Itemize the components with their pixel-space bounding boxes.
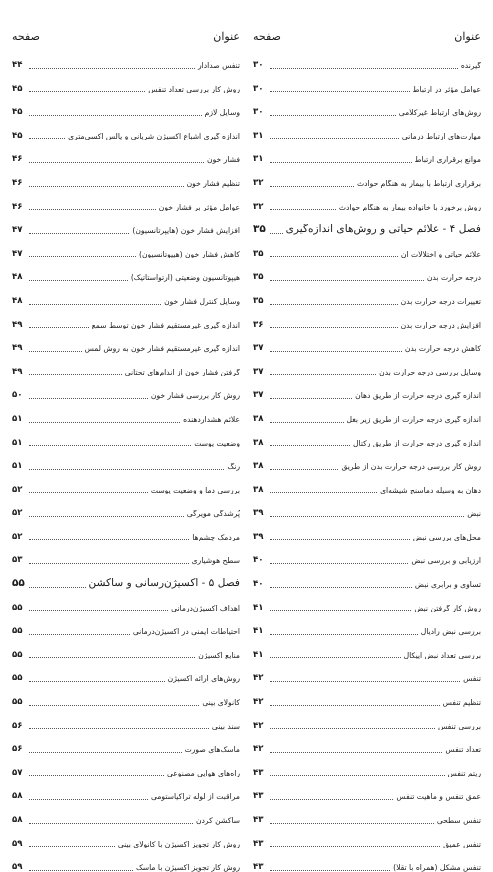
toc-entry (253, 612, 481, 636)
dot-leader (29, 374, 122, 375)
toc-entry-title: مراقبت از لوله تراکیاستومی (151, 793, 240, 801)
toc-entry-title: بررسی تنفس (437, 722, 481, 731)
dot-leader (29, 280, 128, 281)
dot-leader (270, 492, 377, 493)
toc-entry-title: علائم هشداردهنده (183, 415, 240, 424)
toc-entry-title: ریتم تنفس (447, 769, 481, 778)
toc-entry (253, 93, 481, 117)
toc-entry (12, 400, 240, 424)
toc-entry (253, 801, 481, 825)
toc-entry (12, 258, 240, 282)
dot-leader (270, 610, 411, 611)
toc-entry (12, 636, 240, 660)
toc-entry-title: تنظیم فشار خون (186, 179, 240, 188)
toc-entry (12, 164, 240, 188)
toc-entry (253, 306, 481, 330)
toc-entry (253, 235, 481, 259)
toc-entry-page: ۳۵ (253, 272, 264, 283)
toc-rows-right (253, 46, 481, 872)
toc-entry-page: ۴۲ (253, 673, 264, 684)
toc-entry-page: ۳۹ (253, 531, 264, 542)
toc-entry-page: ۴۵ (12, 107, 23, 118)
dot-leader (270, 68, 458, 69)
toc-entry (12, 282, 240, 306)
toc-entry-title: ماسک‌های صورت (184, 746, 240, 754)
toc-entry-title: تنفس صدادار (197, 62, 240, 70)
toc-entry-page: ۴۳ (253, 815, 264, 825)
dot-leader (29, 138, 65, 139)
toc-entry-title: روش‌های ارتباط غیرکلامی (398, 109, 481, 117)
dot-leader (270, 233, 283, 234)
dot-leader (270, 327, 398, 328)
toc-entry-title: تعداد تنفس (445, 746, 481, 754)
toc-entry (253, 825, 481, 849)
toc-entry-page: ۳۱ (253, 130, 264, 141)
toc-entry-title: عوامل مؤثر در ارتباط (412, 85, 481, 94)
toc-entry (253, 565, 481, 589)
toc-entry-title: روش کار بررسی تعداد تنفس (148, 85, 240, 94)
toc-entry (253, 541, 481, 565)
toc-entry-page: ۴۹ (12, 366, 23, 377)
dot-leader (29, 304, 161, 305)
dot-leader (270, 799, 393, 800)
toc-entry (253, 589, 481, 613)
toc-entry (253, 471, 481, 495)
toc-entry-page: ۵۲ (12, 531, 23, 542)
toc-entry-page: ۵۰ (12, 390, 23, 401)
dot-leader (270, 91, 410, 92)
toc-entry (253, 518, 481, 542)
dot-leader (270, 209, 336, 210)
toc-entry-page: ۵۶ (12, 744, 23, 755)
dot-leader (29, 162, 204, 163)
page-column-label: صفحه (12, 30, 40, 43)
toc-entry-page: ۵۵ (12, 673, 23, 684)
dot-leader (29, 587, 86, 588)
dot-leader (270, 705, 440, 706)
toc-entry-page: ۵۵ (12, 649, 23, 660)
toc-entry-page: ۴۵ (12, 130, 23, 141)
toc-entry-page: ۴۱ (253, 602, 264, 613)
toc-entry-page: ۴۵ (12, 83, 23, 94)
dot-leader (29, 492, 148, 493)
dot-leader (270, 752, 442, 753)
toc-entry-title: وسایل لازم (204, 109, 240, 117)
toc-entry-title: عمق تنفس و ماهیت تنفس (396, 793, 481, 801)
dot-leader (270, 422, 344, 423)
toc-entry-title: علائم حیاتی و اختلالات آن (400, 250, 481, 259)
toc-entry-title: وسایل کنترل فشار خون (164, 297, 240, 306)
toc-entry (253, 376, 481, 400)
dot-leader (270, 823, 434, 824)
toc-entry-title: تنفس مشکل (همراه با تقلا) (393, 864, 481, 872)
toc-entry (12, 188, 240, 212)
dot-leader (29, 846, 115, 847)
toc-entry-title: افزایش فشار خون (هایپرتانسیون) (132, 227, 240, 235)
toc-entry-page: ۵۱ (12, 413, 23, 424)
toc-entry-page: ۴۱ (253, 626, 264, 637)
toc-entry (253, 707, 481, 731)
toc-chapter-heading (253, 211, 481, 235)
toc-entry (12, 353, 240, 377)
dot-leader (29, 728, 209, 729)
toc-entry-page: ۴۶ (12, 177, 23, 188)
toc-entry-page: ۳۲ (253, 177, 264, 188)
dot-leader (29, 681, 165, 682)
toc-entry (12, 848, 240, 872)
toc-entry-page: ۳۰ (253, 83, 264, 94)
toc-header-left (12, 30, 240, 43)
toc-entry (253, 353, 481, 377)
toc-entry (12, 494, 240, 518)
toc-entry-page: ۳۸ (253, 437, 264, 448)
toc-entry-page: ۳۵ (253, 248, 264, 259)
toc-entry-page: ۴۸ (12, 295, 23, 306)
toc-entry-page: ۵۵ (12, 697, 23, 708)
toc-entry-page: ۴۶ (12, 201, 23, 212)
toc-entry-title: درجه حرارت بدن (426, 274, 481, 282)
dot-leader (270, 775, 445, 776)
dot-leader (270, 681, 460, 682)
toc-entry-title: محل‌های بررسی نبض (412, 533, 481, 542)
toc-entry-title: سند بینی (211, 722, 240, 731)
dot-leader (29, 351, 82, 352)
toc-entry (253, 777, 481, 801)
toc-entry (253, 329, 481, 353)
toc-entry (12, 683, 240, 707)
toc-entry-page: ۳۸ (253, 484, 264, 495)
dot-leader (270, 304, 398, 305)
toc-entry (12, 801, 240, 825)
toc-entry-page: ۵۹ (12, 862, 23, 872)
toc-entry-page: ۵۵ (12, 577, 25, 590)
toc-entry (12, 93, 240, 117)
toc-entry-page: ۵۵ (12, 602, 23, 613)
toc-entry-page: ۴۹ (12, 319, 23, 330)
toc-entry (12, 612, 240, 636)
toc-entry (253, 400, 481, 424)
dot-leader (270, 563, 408, 564)
toc-entry-page: ۴۰ (253, 579, 264, 590)
toc-entry (12, 46, 240, 70)
toc-entry (12, 754, 240, 778)
dot-leader (29, 563, 189, 564)
toc-entry-title: تغییرات درجه حرارت بدن (400, 297, 481, 306)
toc-entry (253, 636, 481, 660)
toc-entry (12, 730, 240, 754)
dot-leader (29, 705, 199, 706)
toc-entry (253, 140, 481, 164)
dot-leader (270, 445, 350, 446)
toc-entry (12, 235, 240, 259)
toc-entry-page: ۴۱ (253, 649, 264, 660)
toc-entry (12, 329, 240, 353)
dot-leader (270, 398, 352, 399)
toc-entry (12, 518, 240, 542)
dot-leader (29, 445, 191, 446)
toc-entry-title: روش کار تجویز اکسیژن با ماسک (135, 864, 240, 872)
dot-leader (270, 351, 402, 352)
toc-entry-title: روش کار بررسی درجه حرارت بدن از طریق (341, 463, 481, 471)
dot-leader (29, 610, 168, 611)
dot-leader (270, 280, 424, 281)
toc-entry-title: اندازه گیری غیرمستقیم فشار خون به روش لمس (84, 345, 240, 353)
dot-leader (29, 398, 148, 399)
dot-leader (29, 799, 148, 800)
toc-entry-title: تنفس (463, 675, 481, 684)
toc-entry-title: اندازه گیری اشباع اکسیژن شریانی و پالس اکسی‌متری (68, 132, 240, 141)
toc-entry-title: ساکشن کردن (195, 817, 240, 825)
toc-entry-title: روش کار بررسی فشار خون (150, 392, 240, 400)
toc-chapter-heading (12, 565, 240, 589)
dot-leader (270, 516, 464, 517)
dot-leader (270, 186, 354, 187)
dot-leader (29, 870, 133, 871)
dot-leader (270, 870, 390, 871)
toc-entry (253, 46, 481, 70)
toc-entry (12, 659, 240, 683)
toc-entry (253, 848, 481, 872)
toc-entry-title: عوامل مؤثر بر فشار خون (158, 203, 240, 212)
dot-leader (29, 186, 184, 187)
toc-entry (253, 117, 481, 141)
toc-entry-title: بررسی نبض رادیال (420, 628, 481, 636)
toc-entry-title: اندازه گیری درجه حرارت از طریق زیر بغل (346, 415, 481, 424)
dot-leader (270, 374, 376, 375)
dot-leader (270, 587, 412, 588)
toc-entry-title: منابع اکسیژن (198, 651, 240, 660)
dot-leader (270, 469, 338, 470)
toc-entry-page: ۳۵ (253, 295, 264, 306)
toc-entry (12, 707, 240, 731)
toc-entry-title: اندازه گیری درجه حرارت از طریق دهان (355, 392, 481, 400)
toc-entry (12, 140, 240, 164)
toc-entry-page: ۳۷ (253, 390, 264, 401)
toc-entry-page: ۳۰ (253, 60, 264, 70)
toc-entry (253, 188, 481, 212)
toc-entry-title: مهارت‌های ارتباط درمانی (401, 132, 481, 141)
toc-entry-page: ۵۶ (12, 720, 23, 731)
dot-leader (29, 539, 189, 540)
toc-entry (12, 541, 240, 565)
toc-entry (12, 825, 240, 849)
toc-entry-page: ۴۷ (12, 248, 23, 259)
toc-entry-page: ۵۳ (12, 555, 23, 566)
toc-entry-title: تنظیم تنفس (442, 699, 481, 707)
toc-entry (253, 447, 481, 471)
toc-entry-title: مردمک چشم‌ها (192, 533, 240, 542)
toc-entry (253, 424, 481, 448)
toc-entry-page: ۴۹ (12, 343, 23, 354)
toc-entry (253, 494, 481, 518)
toc-entry-page: ۴۲ (253, 744, 264, 755)
toc-entry-page: ۴۸ (12, 272, 23, 283)
toc-entry-page: ۴۰ (253, 555, 264, 566)
toc-entry-page: ۵۱ (12, 437, 23, 448)
toc-entry-title: تساوی و برابری نبض (414, 581, 481, 589)
toc-entry-title: نبض (467, 510, 481, 518)
toc-entry-title: سطح هوشیاری (191, 557, 240, 566)
toc-entry-page: ۳۷ (253, 366, 264, 377)
toc-entry-page: ۵۷ (12, 767, 23, 778)
toc-entry (253, 164, 481, 188)
toc-entry (12, 777, 240, 801)
toc-entry-title: بررسی دما و وضعیت پوست (150, 486, 240, 495)
toc-entry-title: تنفس سطحی (436, 817, 481, 825)
toc-entry (12, 447, 240, 471)
toc-entry-title: وسایل بررسی درجه حرارت بدن (379, 368, 481, 377)
toc-entry-page: ۵۹ (12, 838, 23, 849)
toc-entry-title: اندازه گیری غیرمستقیم فشار خون توسط سمع (91, 321, 240, 330)
toc-entry-page: ۵۵ (12, 626, 23, 637)
toc-entry-title: اهداف اکسیژن‌درمانی (171, 604, 240, 613)
toc-entry-title: دهان به وسیله دماسنج شیشه‌ای (380, 486, 481, 495)
toc-entry-title: بررسی تعداد نبض اپیکال (403, 651, 481, 660)
toc-entry (12, 306, 240, 330)
toc-entry (253, 70, 481, 94)
toc-entry (12, 471, 240, 495)
toc-entry-page: ۳۹ (253, 508, 264, 519)
dot-leader (29, 68, 195, 69)
toc-column-right (253, 30, 481, 872)
toc-entry-title: روش کار گرفتن نبض (414, 604, 481, 613)
dot-leader (270, 138, 399, 139)
toc-entry-title: فصل ۵ - اکسیژن‌رسانی و ساکشن (88, 578, 240, 589)
toc-entry-page: ۵۱ (12, 461, 23, 472)
toc-entry-title: گرفتن فشار خون از اندام‌های تحتانی (124, 368, 240, 377)
dot-leader (29, 516, 184, 517)
dot-leader (270, 162, 412, 163)
toc-entry-page: ۳۰ (253, 107, 264, 118)
toc-entry-title: تنفس عمیق (443, 840, 481, 849)
toc-entry-title: هیپوتانسیون وضعیتی (ارتواستاتیک) (130, 274, 240, 282)
toc-entry-page: ۳۱ (253, 154, 264, 165)
toc-entry-page: ۴۴ (12, 60, 23, 70)
toc-entry-page: ۴۲ (253, 697, 264, 708)
title-column-label: عنوان (454, 30, 481, 43)
toc-entry-title: احتیاطات ایمنی در اکسیژن‌درمانی (132, 628, 240, 636)
toc-entry-title: کاهش درجه حرارت بدن (404, 345, 481, 353)
toc-entry-title: کاهش فشار خون (هیپوتانسیون) (139, 250, 240, 259)
toc-column-left (12, 30, 240, 872)
toc-entry-page: ۵۸ (12, 791, 23, 802)
page-column-label: صفحه (253, 30, 281, 43)
dot-leader (29, 233, 129, 234)
dot-leader (270, 728, 435, 729)
dot-leader (270, 634, 418, 635)
toc-entry-title: روش کار تجویز اکسیژن با کانولای بینی (117, 840, 240, 849)
toc-entry (253, 258, 481, 282)
title-column-label: عنوان (213, 30, 240, 43)
toc-entry-page: ۳۷ (253, 343, 264, 354)
toc-entry (253, 730, 481, 754)
toc-entry (12, 424, 240, 448)
toc-entry (253, 282, 481, 306)
toc-entry (12, 589, 240, 613)
dot-leader (29, 327, 89, 328)
toc-entry (12, 70, 240, 94)
dot-leader (29, 469, 224, 470)
toc-entry-title: فصل ۴ - علائم حیاتی و روش‌های اندازه‌گیری (285, 224, 481, 235)
toc-entry-title: روش برخورد با خانواده بیمار به هنگام حوادث (338, 203, 481, 212)
toc-entry-title: فشار خون (207, 156, 240, 164)
toc-entry (253, 683, 481, 707)
toc-entry-title: کانولای بینی (202, 699, 240, 707)
toc-entry-title: راه‌های هوایی مصنوعی (166, 769, 240, 778)
dot-leader (29, 775, 164, 776)
toc-entry-page: ۵۸ (12, 815, 23, 825)
dot-leader (270, 256, 398, 257)
dot-leader (270, 115, 396, 116)
toc-entry-page: ۳۵ (253, 223, 266, 236)
dot-leader (29, 752, 182, 753)
toc-header-right (253, 30, 481, 43)
toc-entry-title: روش‌های ارائه اکسیژن (167, 675, 240, 684)
dot-leader (29, 209, 156, 210)
toc-entry-page: ۳۸ (253, 461, 264, 472)
toc-entry-page: ۳۸ (253, 413, 264, 424)
toc-entry-page: ۴۶ (12, 154, 23, 165)
toc-entry-page: ۵۲ (12, 484, 23, 495)
toc-entry-page: ۵۲ (12, 508, 23, 519)
dot-leader (29, 657, 195, 658)
dot-leader (270, 539, 410, 540)
dot-leader (29, 256, 136, 257)
toc-entry (12, 117, 240, 141)
toc-entry-page: ۳۶ (253, 319, 264, 330)
toc-entry-page: ۴۳ (253, 862, 264, 872)
dot-leader (29, 634, 130, 635)
toc-entry-page: ۴۳ (253, 838, 264, 849)
toc-entry-title: ارزیابی و بررسی نبض (411, 557, 481, 566)
dot-leader (29, 91, 145, 92)
toc-entry (12, 211, 240, 235)
toc-entry-page: ۴۲ (253, 720, 264, 731)
toc-entry-page: ۴۷ (12, 225, 23, 236)
toc-entry-title: گیرنده (460, 62, 481, 70)
toc-entry-title: رنگ (227, 463, 240, 471)
toc-entry-page: ۴۳ (253, 767, 264, 778)
toc-entry-title: برقراری ارتباط با بیمار به هنگام حوادث (357, 179, 481, 188)
dot-leader (270, 846, 440, 847)
dot-leader (29, 422, 180, 423)
toc-entry-title: افزایش درجه حرارت بدن (400, 321, 481, 330)
dot-leader (29, 823, 193, 824)
dot-leader (270, 657, 401, 658)
toc-entry-page: ۴۳ (253, 791, 264, 802)
toc-entry (12, 376, 240, 400)
toc-entry-title: موانع برقراری ارتباط (414, 156, 481, 164)
toc-entry-title: پُرشدگی مویرگی (186, 510, 240, 518)
toc-entry (253, 754, 481, 778)
toc-entry (253, 659, 481, 683)
toc-entry-page: ۳۲ (253, 201, 264, 212)
toc-entry-title: وضعیت پوست (194, 439, 240, 448)
dot-leader (29, 115, 202, 116)
toc-entry-title: اندازه گیری درجه حرارت از طریق رکتال (353, 439, 481, 448)
toc-rows-left (12, 46, 240, 872)
